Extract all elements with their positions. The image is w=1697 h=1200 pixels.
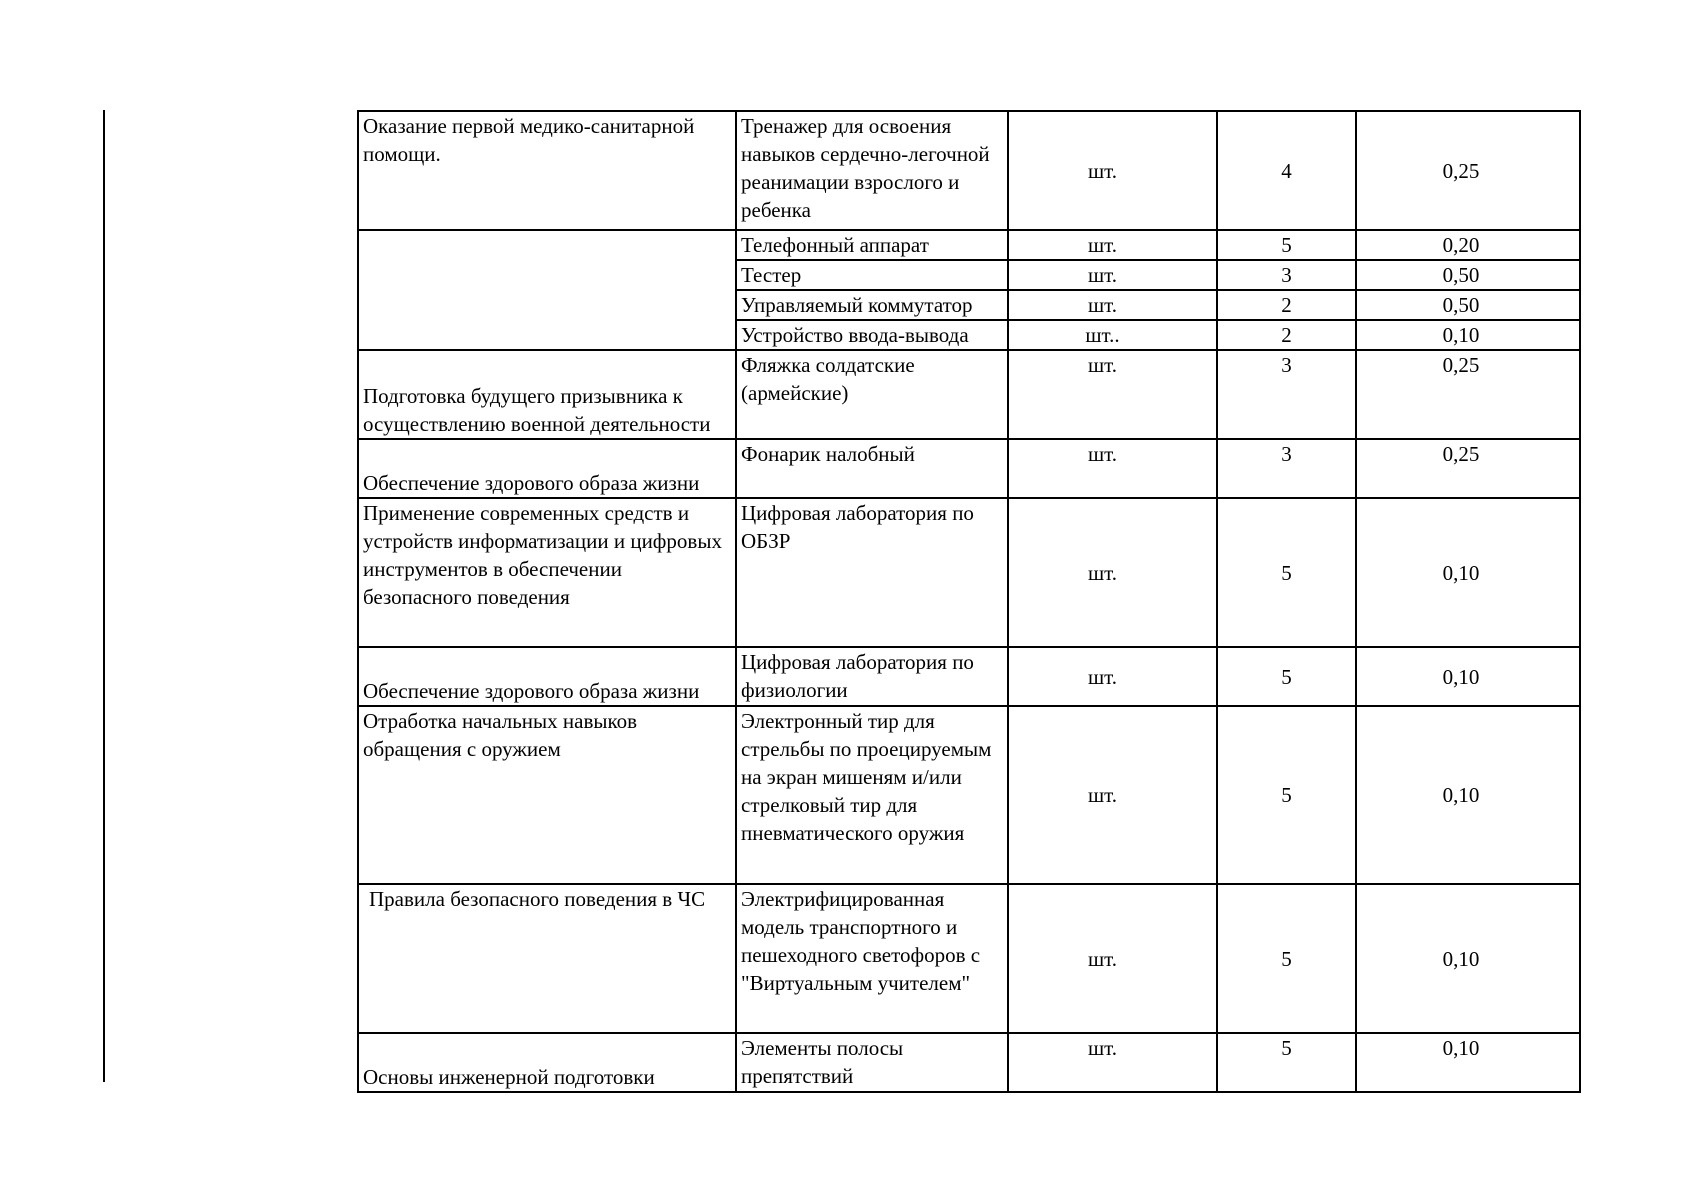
table-row <box>358 439 1580 498</box>
quantity-cell <box>1217 498 1356 647</box>
quantity-cell-text: 5 <box>1281 1036 1292 1060</box>
coefficient-cell <box>1356 320 1580 350</box>
section-cell <box>358 230 736 350</box>
coefficient-cell-text: 0,10 <box>1442 560 1480 585</box>
table-row <box>358 1033 1580 1092</box>
quantity-cell-text: 2 <box>1281 323 1292 347</box>
coefficient-cell <box>1356 498 1580 647</box>
unit-cell <box>1008 290 1217 320</box>
quantity-cell-text: 5 <box>1281 783 1292 807</box>
quantity-cell <box>1217 320 1356 350</box>
unit-cell <box>1008 230 1217 260</box>
equipment-name-cell: Устройство ввода-вывода <box>736 320 1008 350</box>
unit-cell-text: шт.. <box>1085 323 1120 347</box>
unit-cell <box>1008 320 1217 350</box>
quantity-cell <box>1217 884 1356 1033</box>
quantity-cell <box>1217 290 1356 320</box>
equipment-table <box>357 110 1581 1093</box>
unit-cell-text: шт. <box>1087 946 1118 971</box>
equipment-name-cell: Тестер <box>736 260 1008 290</box>
quantity-cell <box>1217 706 1356 884</box>
coefficient-cell <box>1356 884 1580 1033</box>
quantity-cell-text: 4 <box>1281 158 1292 183</box>
section-cell: Правила безопасного поведения в ЧС <box>358 884 736 1033</box>
coefficient-cell-text: 0,50 <box>1442 263 1480 287</box>
left-margin-rule <box>103 110 105 1082</box>
table-row <box>358 230 1580 260</box>
coefficient-cell-text: 0,50 <box>1442 293 1480 317</box>
section-cell: Оказание первой медико-санитарной помощи. <box>358 111 736 230</box>
quantity-cell-text: 5 <box>1281 560 1292 585</box>
coefficient-cell <box>1356 290 1580 320</box>
unit-cell <box>1008 706 1217 884</box>
coefficient-cell <box>1356 111 1580 230</box>
quantity-cell <box>1217 647 1356 706</box>
coefficient-cell <box>1356 647 1580 706</box>
equipment-name-cell: Фонарик налобный <box>736 439 1008 498</box>
coefficient-cell <box>1356 260 1580 290</box>
equipment-name-cell: Электрифицированная модель транспортного и пешеходного светофоров с "Виртуальным учителем" <box>736 884 1008 1033</box>
coefficient-cell-text: 0,25 <box>1442 442 1480 466</box>
unit-cell <box>1008 647 1217 706</box>
table-row <box>358 706 1580 884</box>
quantity-cell <box>1217 230 1356 260</box>
table-row <box>358 647 1580 706</box>
unit-cell-text: шт. <box>1087 158 1118 183</box>
coefficient-cell-text: 0,10 <box>1442 323 1480 347</box>
coefficient-cell-text: 0,25 <box>1442 353 1480 377</box>
quantity-cell <box>1217 260 1356 290</box>
quantity-cell-text: 5 <box>1281 664 1292 689</box>
quantity-cell <box>1217 439 1356 498</box>
quantity-cell-text: 5 <box>1281 946 1292 971</box>
coefficient-cell-text: 0,10 <box>1442 783 1480 807</box>
unit-cell <box>1008 350 1217 439</box>
coefficient-cell <box>1356 350 1580 439</box>
coefficient-cell <box>1356 230 1580 260</box>
quantity-cell-text: 3 <box>1281 353 1292 377</box>
unit-cell-text: шт. <box>1087 1036 1118 1060</box>
equipment-name-cell: Фляжка солдатские (армейские) <box>736 350 1008 439</box>
section-cell: Отработка начальных навыков обращения с оружием <box>358 706 736 884</box>
table-row <box>358 498 1580 647</box>
equipment-name-cell: Телефонный аппарат <box>736 230 1008 260</box>
unit-cell <box>1008 884 1217 1033</box>
equipment-name-cell: Электронный тир для стрельбы по проецируемым на экран мишеням и/или стрелковый тир для пневматического оружия <box>736 706 1008 884</box>
quantity-cell-text: 3 <box>1281 442 1292 466</box>
coefficient-cell-text: 0,20 <box>1442 233 1480 257</box>
section-cell: Обеспечение здорового образа жизни <box>358 439 736 498</box>
coefficient-cell <box>1356 706 1580 884</box>
equipment-name-cell: Элементы полосы препятствий <box>736 1033 1008 1092</box>
unit-cell-text: шт. <box>1087 233 1118 257</box>
unit-cell <box>1008 111 1217 230</box>
equipment-name-cell: Тренажер для освоения навыков сердечно-легочной реанимации взрослого и ребенка <box>736 111 1008 230</box>
coefficient-cell-text: 0,10 <box>1442 664 1480 689</box>
unit-cell <box>1008 260 1217 290</box>
coefficient-cell <box>1356 1033 1580 1092</box>
unit-cell-text: шт. <box>1087 263 1118 287</box>
equipment-table-body <box>358 111 1580 1092</box>
unit-cell-text: шт. <box>1087 783 1118 807</box>
unit-cell-text: шт. <box>1087 442 1118 466</box>
unit-cell-text: шт. <box>1087 560 1118 585</box>
table-row <box>358 111 1580 230</box>
coefficient-cell-text: 0,25 <box>1442 158 1480 183</box>
quantity-cell <box>1217 1033 1356 1092</box>
coefficient-cell <box>1356 439 1580 498</box>
section-cell: Обеспечение здорового образа жизни <box>358 647 736 706</box>
section-cell: Основы инженерной подготовки <box>358 1033 736 1092</box>
coefficient-cell-text: 0,10 <box>1442 1036 1480 1060</box>
table-row <box>358 350 1580 439</box>
unit-cell-text: шт. <box>1087 293 1118 317</box>
quantity-cell <box>1217 350 1356 439</box>
equipment-name-cell: Цифровая лаборатория по ОБЗР <box>736 498 1008 647</box>
equipment-name-cell: Цифровая лаборатория по физиологии <box>736 647 1008 706</box>
unit-cell-text: шт. <box>1087 664 1118 689</box>
unit-cell-text: шт. <box>1087 353 1118 377</box>
unit-cell <box>1008 439 1217 498</box>
quantity-cell-text: 5 <box>1281 233 1292 257</box>
quantity-cell <box>1217 111 1356 230</box>
quantity-cell-text: 2 <box>1281 293 1292 317</box>
equipment-name-cell: Управляемый коммутатор <box>736 290 1008 320</box>
coefficient-cell-text: 0,10 <box>1442 946 1480 971</box>
unit-cell <box>1008 1033 1217 1092</box>
section-cell: Подготовка будущего призывника к осуществлению военной деятельности <box>358 350 736 439</box>
table-row <box>358 884 1580 1033</box>
section-cell: Применение современных средств и устройств информатизации и цифровых инструментов в обеспечении безопасного поведения <box>358 498 736 647</box>
unit-cell <box>1008 498 1217 647</box>
quantity-cell-text: 3 <box>1281 263 1292 287</box>
